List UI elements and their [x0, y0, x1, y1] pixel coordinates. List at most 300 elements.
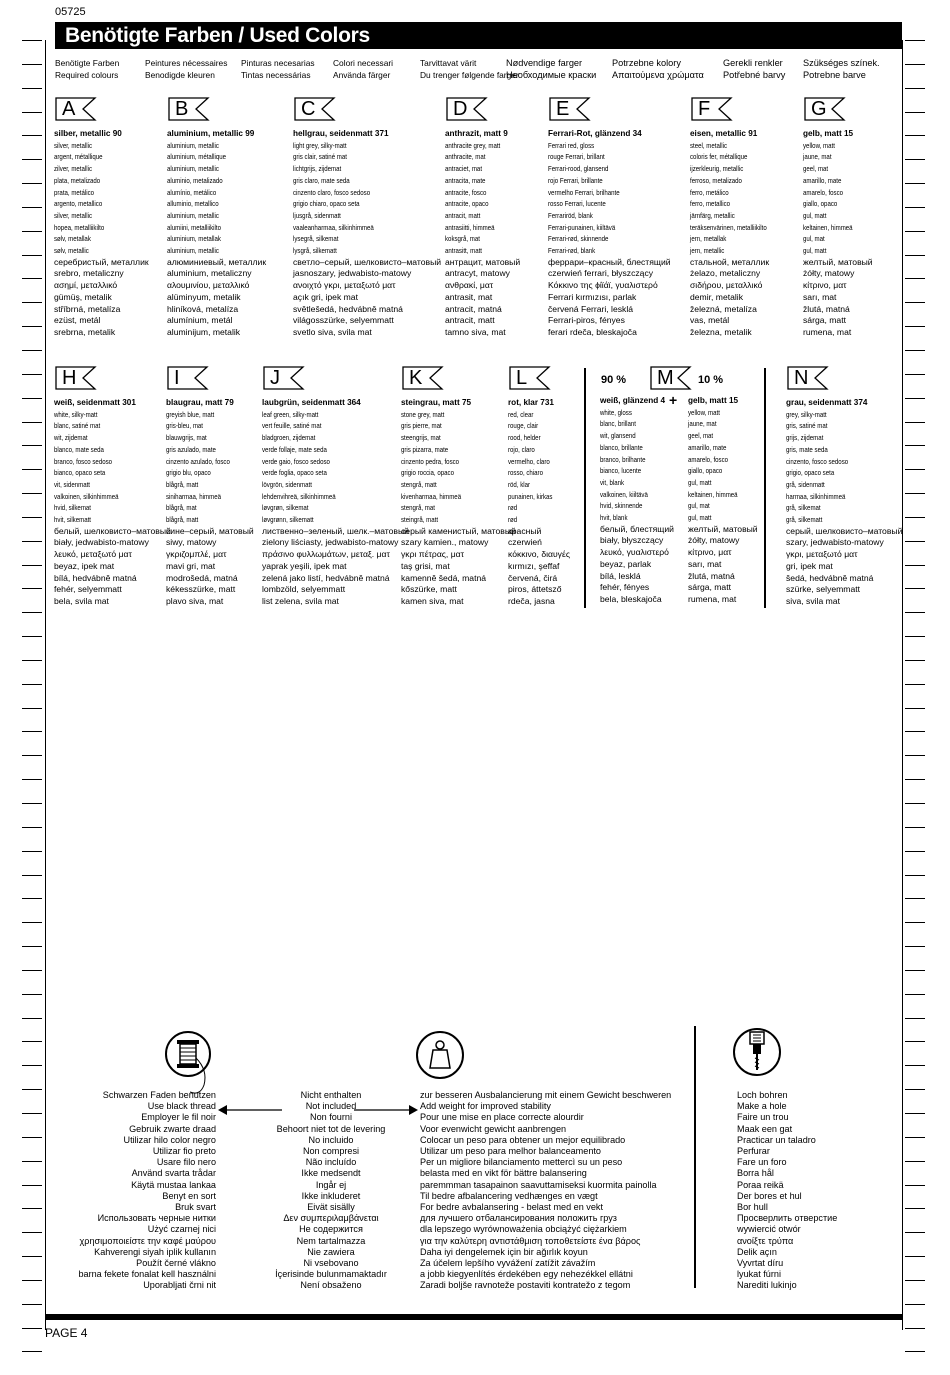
color-translation: lichtgrijs, zijdemat	[293, 164, 342, 174]
margin-tick	[905, 565, 925, 566]
color-translation: rød	[508, 515, 518, 525]
color-translation: blauwgrijs, mat	[166, 433, 207, 443]
color-description	[445, 128, 520, 339]
color-translation: светло–серый, шелковисто–матовый	[293, 256, 442, 267]
thread-instructions	[40, 1090, 216, 1292]
color-translation: mavi gri, mat	[166, 560, 216, 571]
color-translation: järnfärg, metallic	[690, 210, 735, 220]
margin-tick	[22, 636, 42, 637]
color-name: laubgrün, seidenmatt 364	[262, 398, 361, 407]
color-translation: sarı, mat	[803, 291, 837, 302]
color-translation: greyish blue, matt	[166, 409, 215, 419]
color-translation: antracit, matná	[445, 303, 502, 314]
color-translation: gul, mat	[688, 501, 710, 511]
color-translation: list zelena, svila mat	[262, 595, 339, 606]
margin-tick	[905, 827, 925, 828]
color-translation: løvgrøn, silkemat	[262, 503, 309, 513]
margin-tick	[905, 1018, 925, 1019]
color-description	[166, 397, 254, 608]
instruction-line: Gebruik zwarte draad	[129, 1123, 216, 1134]
instruction-line: Ingår ej	[315, 1179, 347, 1190]
instruction-line: zur besseren Ausbalancierung mit einem Gewicht beschweren	[420, 1090, 672, 1100]
color-translation: svetlo siva, svila mat	[293, 326, 372, 337]
color-letter-flag	[167, 366, 207, 390]
margin-tick	[905, 302, 925, 303]
color-translation: λευκό, μεταξωτό ματ	[54, 549, 132, 560]
color-translation: valkoinen, kiiltävä	[600, 489, 648, 499]
color-letter-flag	[804, 97, 844, 121]
margin-tick	[22, 469, 42, 470]
color-letter-flag	[402, 366, 442, 390]
color-translation: hvid, skinnende	[600, 501, 643, 511]
color-translation: amarelo, fosco	[803, 187, 844, 197]
color-translation: vaaleanharmaa, silkinhimmeä	[293, 222, 374, 232]
instruction-line: Delik açın	[737, 1246, 777, 1257]
color-translation: antracite, fosco	[445, 187, 487, 197]
color-translation: løvgrønn, silkematt	[262, 515, 314, 525]
color-translation: πράσινο φυλλωμάτων, μεταξ. ματ	[262, 549, 390, 560]
margin-tick	[905, 1328, 925, 1329]
margin-tick	[22, 612, 42, 613]
margin-tick	[905, 612, 925, 613]
color-translation: grigio blu, opaco	[166, 468, 211, 478]
color-description	[167, 128, 266, 339]
color-translation: jaune, mat	[803, 152, 832, 162]
color-translation: rumena, mat	[803, 326, 852, 337]
color-translation: γκρι πέτρας, ματ	[401, 549, 465, 560]
margin-tick	[905, 1185, 925, 1186]
color-translation: λευκό, γυαλιστερό	[600, 547, 669, 558]
color-translation: aluminio, metalizado	[167, 175, 223, 185]
color-translation: železna, metalik	[690, 326, 752, 337]
instruction-line: Bor hull	[737, 1202, 768, 1213]
header-label	[241, 57, 315, 81]
color-translation: cinzento azulado, fosco	[166, 456, 230, 466]
color-translation: gri, ipek mat	[786, 560, 833, 571]
instruction-line: Použít černé vlákno	[136, 1258, 216, 1269]
instruction-line: a jobb kiegyenlítés érdekében egy nehezékkel ellátni	[420, 1269, 633, 1280]
color-translation: grigio, opaco seta	[786, 468, 835, 478]
left-margin-ticks	[22, 40, 42, 1375]
color-translation: желтый, матовый	[803, 256, 873, 267]
color-translation: gümüş, metalik	[54, 291, 112, 302]
color-translation: lehdenvihreä, silkinhimmeä	[262, 491, 336, 501]
color-translation: plavo siva, mat	[166, 595, 224, 606]
color-translation: bladgroen, zijdemat	[262, 433, 316, 443]
margin-tick	[22, 1018, 42, 1019]
margin-tick	[905, 88, 925, 89]
header-label	[420, 57, 519, 81]
instruction-line: Maak een gat	[737, 1123, 793, 1134]
color-translation: cinzento, fosco sedoso	[786, 456, 849, 466]
color-translation: gul, matt	[688, 477, 712, 487]
margin-tick	[905, 326, 925, 327]
page-number: PAGE 4	[45, 1326, 88, 1340]
color-letter: N	[794, 367, 809, 389]
color-letter-flag	[263, 366, 303, 390]
instruction-line: Просверлить отверстие	[737, 1213, 838, 1224]
color-letter: B	[175, 98, 189, 120]
margin-tick	[905, 517, 925, 518]
color-description	[508, 397, 570, 608]
color-translation: verde foglia, opaco seta	[262, 468, 327, 478]
color-translation: siva, svila mat	[786, 595, 840, 606]
color-translation: blanc, satiné mat	[54, 421, 101, 431]
instruction-line: Add weight for improved stability	[420, 1101, 551, 1112]
instruction-line: Der bores et hul	[737, 1190, 802, 1201]
instruction-line: Narediti lukinjo	[737, 1280, 797, 1291]
margin-tick	[22, 1137, 42, 1138]
margin-tick	[905, 1256, 925, 1257]
color-translation: vert feuille, satiné mat	[262, 421, 322, 431]
instruction-line: Faire un trou	[737, 1112, 789, 1123]
color-translation: Ferrari red, gloss	[548, 140, 595, 150]
color-letter: I	[174, 367, 180, 389]
color-letter: J	[270, 367, 280, 389]
margin-tick	[22, 422, 42, 423]
margin-tick	[22, 231, 42, 232]
margin-tick	[22, 827, 42, 828]
color-letter-flag	[168, 97, 208, 121]
color-name: anthrazit, matt 9	[445, 129, 508, 138]
color-translation: bianco, lucente	[600, 466, 642, 476]
color-translation: koksgrå, mat	[445, 234, 480, 244]
header-label-line: Använda färger	[333, 70, 391, 80]
margin-tick	[905, 1161, 925, 1162]
color-translation: žlutá, matná	[688, 570, 735, 581]
color-translation: rood, helder	[508, 433, 541, 443]
color-translation: železná, metalíza	[690, 303, 757, 314]
color-translation: желтый, матовый	[688, 523, 758, 534]
margin-tick	[905, 255, 925, 256]
color-translation: grå, silkematt	[786, 515, 823, 525]
color-translation: argento, metallico	[54, 199, 103, 209]
color-translation: vas, metál	[690, 315, 730, 326]
color-translation: lysgrå, silkematt	[293, 246, 337, 256]
color-translation: antracita, mate	[445, 175, 486, 185]
color-translation: steingrå, matt	[401, 515, 439, 525]
color-translation: rojo Ferrari, brillante	[548, 175, 603, 185]
color-translation: červená Ferrari, lesklá	[548, 303, 634, 314]
color-translation: amarillo, mate	[688, 442, 727, 452]
color-letter: F	[698, 98, 711, 120]
color-name: rot, klar 731	[508, 398, 554, 407]
instruction-line: No incluido	[308, 1134, 354, 1145]
instruction-line: Utilizar hilo color negro	[123, 1134, 216, 1145]
margin-tick	[905, 1208, 925, 1209]
instruction-line: Käytä mustaa lankaa	[131, 1179, 216, 1190]
color-translation: tamno siva, mat	[445, 326, 506, 337]
color-translation: ανθρακί, ματ	[445, 280, 494, 291]
header-label-line: Необходимые краски	[506, 70, 597, 80]
color-translation: лиственно–зеленый, шелк.–матовый	[262, 525, 409, 536]
instruction-line: Использовать черные нитки	[97, 1213, 216, 1224]
color-translation: szary, jedwabisto-matowy	[786, 537, 884, 548]
color-translation: leaf green, silky-matt	[262, 409, 319, 419]
color-name: Ferrari-Rot, glänzend 34	[548, 129, 642, 138]
header-label-line: Peintures nécessaires	[145, 58, 228, 68]
color-translation: kamenně šedá, matná	[401, 572, 487, 583]
color-translation: алюминиевый, металлик	[167, 256, 267, 267]
color-letter-flag	[55, 366, 95, 390]
color-description	[786, 397, 902, 608]
footer-bar	[45, 1314, 902, 1320]
margin-tick	[22, 708, 42, 709]
margin-tick	[22, 875, 42, 876]
instruction-line: Δεν συμπεριλαμβάνεται	[283, 1213, 379, 1224]
color-translation: aluminium, metallak	[167, 234, 221, 244]
instruction-line: Daha iyi dengelemek için bir ağırlık koyun	[420, 1246, 588, 1257]
color-translation: šedá, hedvábně matná	[786, 572, 874, 583]
color-translation: стальной, металлик	[690, 256, 770, 267]
color-translation: branco, fosco sedoso	[54, 456, 113, 466]
color-translation: aluminium, metallic	[167, 246, 219, 256]
color-translation: alüminyum, metalik	[167, 291, 241, 302]
color-translation: siniharmaa, himmeä	[166, 491, 222, 501]
header-label-line: Potrzebne kolory	[612, 58, 681, 68]
margin-tick	[22, 493, 42, 494]
color-translation: stříbrná, metalíza	[54, 303, 121, 314]
header-label-line: Gerekli renkler	[723, 58, 783, 68]
color-description	[262, 397, 409, 608]
color-translation: beyaz, ipek mat	[54, 560, 115, 571]
margin-tick	[22, 1089, 42, 1090]
color-translation: белый, блестящий	[600, 523, 674, 534]
color-translation: srebro, metaliczny	[54, 268, 124, 279]
color-name: silber, metallic 90	[54, 129, 122, 138]
color-translation: grigio roccia, opaco	[401, 468, 454, 478]
color-translation: červená, čirá	[508, 572, 558, 583]
instruction-line: Nem tartalmazza	[296, 1235, 366, 1246]
color-translation: gris pizarra, mate	[401, 444, 449, 454]
arrow-right	[354, 1103, 418, 1121]
color-translation: világosszürke, selyemmatt	[293, 315, 394, 326]
color-translation: argent, métallique	[54, 152, 103, 162]
color-translation: alumínium, metál	[167, 315, 233, 326]
instruction-line: Não incluído	[305, 1157, 357, 1168]
color-translation: srebrna, metalik	[54, 326, 116, 337]
margin-tick	[22, 326, 42, 327]
margin-tick	[905, 1304, 925, 1305]
margin-tick	[905, 994, 925, 995]
color-translation: hvid, silkemat	[54, 503, 92, 513]
instruction-line: Bruk svart	[175, 1202, 216, 1213]
color-translation: prata, metálico	[54, 187, 95, 197]
color-translation: antrasit, mat	[445, 291, 493, 302]
color-translation: siwy, matowy	[166, 537, 217, 548]
margin-tick	[905, 970, 925, 971]
instruction-line: Fare un foro	[737, 1157, 787, 1168]
color-translation: verde gaio, fosco sedoso	[262, 456, 330, 466]
color-letter: K	[409, 367, 423, 389]
margin-tick	[22, 779, 42, 780]
color-translation: bílá, lesklá	[600, 570, 641, 581]
color-translation: steel, metallic	[690, 140, 728, 150]
mix-percent-right: 10 %	[698, 374, 724, 386]
color-translation: rdeča, jasna	[508, 595, 555, 606]
color-translation: plata, metalizado	[54, 175, 101, 185]
color-translation: kőszürke, matt	[401, 584, 457, 595]
color-translation: lysegrå, silkemat	[293, 234, 339, 244]
color-translation: aluminium, metaliczny	[167, 268, 252, 279]
instruction-line: Borra hål	[737, 1168, 774, 1179]
color-translation: gris, mate seda	[786, 444, 828, 454]
color-translation: blanco, brillante	[600, 442, 643, 452]
margin-tick	[22, 350, 42, 351]
color-translation: aluminium, metallic	[167, 164, 219, 174]
color-description	[401, 397, 516, 608]
margin-tick	[22, 517, 42, 518]
instruction-line: Per un migliore bilanciamento mettercì su un peso	[420, 1157, 623, 1168]
color-translation: grå, silkemat	[786, 503, 821, 513]
color-translation: antracyt, matowy	[445, 268, 510, 279]
margin-tick	[905, 636, 925, 637]
instruction-line: Til bedre afbalancering vedhænges en vægt	[420, 1190, 598, 1201]
color-translation: grey, silky-matt	[786, 409, 827, 419]
margin-tick	[22, 278, 42, 279]
color-translation: sárga, matt	[688, 582, 731, 593]
color-letter-flag	[787, 366, 827, 390]
color-translation: Ferrari-punainen, kiiltävä	[548, 222, 616, 232]
header-label	[612, 57, 704, 81]
instruction-line: Nicht enthalten	[300, 1090, 362, 1100]
margin-tick	[905, 422, 925, 423]
color-translation: antrasiitti, himmeä	[445, 222, 495, 232]
color-translation: kivenharmaa, himmeä	[401, 491, 462, 501]
margin-tick	[905, 1280, 925, 1281]
color-translation: hopea, metalliikilto	[54, 222, 105, 232]
color-translation: stone grey, matt	[401, 409, 445, 419]
margin-tick	[905, 755, 925, 756]
color-translation: ijzerkleurig, metallic	[690, 164, 744, 174]
instruction-line: Schwarzen Faden benutzen	[102, 1090, 216, 1100]
instruction-line: Nie zawiera	[307, 1246, 355, 1257]
header-label	[723, 57, 785, 81]
margin-tick	[905, 350, 925, 351]
color-translation: aluminium, métallique	[167, 152, 227, 162]
margin-tick	[22, 994, 42, 995]
color-translation: bela, svila mat	[54, 595, 109, 606]
margin-tick	[22, 112, 42, 113]
header-label-line: Potřebné barvy	[723, 70, 786, 80]
instruction-line: paremmman tasapainon saavuttamiseksi kuormita painolla	[420, 1179, 657, 1190]
color-translation: blanco, mate seda	[54, 444, 104, 454]
color-translation: vit, sidenmatt	[54, 479, 90, 489]
color-translation: blanc, brillant	[600, 419, 637, 429]
color-letter-flag	[549, 97, 589, 121]
margin-tick	[22, 803, 42, 804]
color-translation: geel, mat	[803, 164, 829, 174]
margin-tick	[905, 1232, 925, 1233]
color-translation: antracite, opaco	[445, 199, 489, 209]
color-translation: giallo, opaco	[803, 199, 838, 209]
color-translation: rojo, claro	[508, 444, 535, 454]
color-letter: A	[62, 98, 76, 120]
color-description	[688, 395, 758, 606]
margin-tick	[905, 40, 925, 41]
color-translation: white, gloss	[600, 407, 632, 417]
color-translation: Ferrariröd, blank	[548, 210, 593, 220]
instruction-line: Behoort niet tot de levering	[276, 1123, 386, 1134]
instruction-line: Make a hole	[737, 1101, 787, 1112]
color-translation: yellow, matt	[688, 407, 720, 417]
instruction-line: Użyć czarnej nici	[147, 1224, 216, 1235]
header-label-line: Du trenger følgende farger	[420, 70, 519, 80]
color-translation: серебристый, металлик	[54, 256, 149, 267]
drill-instructions	[737, 1090, 887, 1292]
color-translation: silver, metallic	[54, 210, 93, 220]
margin-tick	[22, 1208, 42, 1209]
margin-tick	[22, 159, 42, 160]
margin-tick	[22, 1328, 42, 1329]
instruction-line: Eivät sisälly	[307, 1202, 355, 1213]
color-letter: L	[516, 367, 528, 389]
color-translation: красный	[508, 525, 542, 536]
color-translation: κίτρινο, ματ	[803, 280, 847, 291]
margin-tick	[905, 922, 925, 923]
margin-tick	[905, 1113, 925, 1114]
color-translation: gris azulado, mate	[166, 444, 216, 454]
color-translation: anthracite, mat	[445, 152, 486, 162]
margin-tick	[905, 898, 925, 899]
header-label-line: Απαιτούμενα χρώματα	[612, 70, 704, 80]
color-translation: ferroso, metalizado	[690, 175, 742, 185]
color-translation: fehér, selyemmatt	[54, 584, 122, 595]
instruction-line: Kahverengi siyah iplik kullanın	[94, 1246, 216, 1257]
instruction-line: Ni vsebovano	[303, 1258, 359, 1269]
color-translation: серый каменистый, матовый	[401, 525, 516, 536]
color-description	[690, 128, 780, 339]
color-translation: branco, brilhante	[600, 454, 646, 464]
margin-tick	[22, 1065, 42, 1066]
margin-tick	[22, 565, 42, 566]
instruction-line: Usare filo nero	[156, 1157, 216, 1168]
margin-tick	[905, 541, 925, 542]
margin-tick	[905, 779, 925, 780]
margin-tick	[22, 588, 42, 589]
instruction-line: dla lepszego wyrównoważenia obciążyć ciężarkiem	[420, 1224, 627, 1235]
instruction-line: Utilizar fio preto	[152, 1146, 216, 1157]
instruction-line: İçerisinde bulunmamaktadır	[275, 1269, 387, 1280]
color-translation: lombzöld, selyemmatt	[262, 584, 346, 595]
color-translation: grå, sidenmatt	[786, 479, 825, 489]
color-translation: jern, metallic	[690, 246, 725, 256]
color-translation: valkoinen, silkinhimmeä	[54, 491, 119, 501]
instruction-line: lyukat fúrni	[737, 1269, 781, 1280]
color-translation: antraciet, mat	[445, 164, 483, 174]
color-translation: anthracite grey, matt	[445, 140, 501, 150]
color-translation: γκριζομπλέ, ματ	[166, 549, 227, 560]
color-translation: röd, klar	[508, 479, 531, 489]
instruction-line: barna fekete fonalat kell használni	[78, 1269, 216, 1280]
instruction-line: belasta med en vikt för bättre balansering	[420, 1168, 587, 1179]
color-translation: gul, matt	[803, 246, 827, 256]
color-translation: žlutá, matná	[803, 303, 850, 314]
color-translation: amarelo, fosco	[688, 454, 729, 464]
color-translation: ferro, metálico	[690, 187, 729, 197]
color-translation: wit, glansend	[600, 431, 636, 441]
color-description	[54, 397, 171, 608]
color-translation: white, silky-matt	[54, 409, 98, 419]
color-name: hellgrau, seidenmatt 371	[293, 129, 389, 138]
margin-tick	[905, 731, 925, 732]
color-translation: ezüst, metál	[54, 315, 101, 326]
color-translation: sølv, metallak	[54, 234, 91, 244]
color-translation: aluminium, metallic	[167, 210, 219, 220]
color-description	[600, 395, 674, 606]
right-rule	[902, 40, 903, 1330]
color-translation: sárga, matt	[803, 315, 846, 326]
